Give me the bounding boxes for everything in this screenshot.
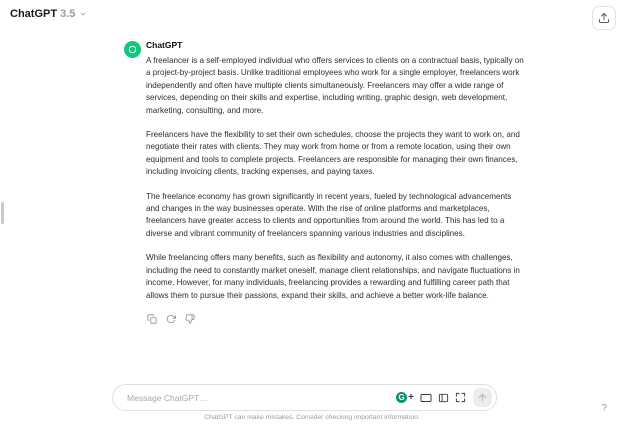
message-paragraph: A freelancer is a self-employed individual who offers services to clients on a contractual basis, typically on a project-by-project basis. Unlike traditional employees who work for a single employer, freelancers work independently and often have multiple clients simultaneously. Freelancers may offer a wide range of services, depending on their skills and expertise, including writing, graphic design, web development, marketing, consulting, and more.	[146, 56, 524, 115]
share-upload-icon	[598, 12, 610, 24]
scrollbar-thumb[interactable]	[1, 202, 4, 224]
send-button[interactable]	[473, 388, 492, 407]
message-composer	[112, 384, 497, 411]
plus-icon: +	[408, 391, 414, 403]
model-version: 3.5	[60, 8, 76, 20]
chevron-down-icon	[79, 10, 87, 18]
share-button[interactable]	[592, 6, 616, 30]
message-author: ChatGPT	[146, 40, 183, 50]
send-arrow-icon	[477, 392, 488, 403]
extension-badge-icon[interactable]	[396, 392, 414, 403]
capture-expand-icon[interactable]	[455, 392, 466, 403]
model-selector[interactable]	[10, 8, 87, 20]
copy-icon[interactable]	[146, 314, 157, 325]
capture-window-icon[interactable]	[420, 393, 432, 403]
message-paragraph: Freelancers have the flexibility to set their own schedules, choose the projects they want to work on, and negotiate their rates with clients. They may work from home or from a remote location, using their own equipment and tools to complete projects. Freelancers are responsible for managing their own finances, including invoicing clients, tracking expenses, and paying taxes.	[146, 130, 520, 177]
extension-logo-icon: G	[396, 392, 407, 403]
help-button[interactable]: ?	[601, 403, 607, 414]
regenerate-icon[interactable]	[165, 314, 176, 325]
chatgpt-logo-icon	[124, 41, 141, 58]
capture-panel-icon[interactable]	[438, 393, 449, 403]
thumbs-down-icon[interactable]	[184, 314, 195, 325]
message-input[interactable]	[127, 393, 396, 403]
assistant-message	[124, 40, 526, 325]
model-name: ChatGPT	[10, 8, 58, 20]
extension-toolbar	[396, 392, 466, 403]
message-actions	[146, 314, 526, 325]
disclaimer-text: ChatGPT can make mistakes. Consider checking important information.	[204, 414, 420, 421]
message-paragraph: While freelancing offers many benefits, such as flexibility and autonomy, it also comes with challenges, including the need to constantly market oneself, manage client relationships, and navigate fluctuations in income. However, for many individuals, freelancing provides a rewarding and fulfilling career path that allows them to pursue their passions, expand their skills, and achieve a better work-life balance.	[146, 253, 520, 300]
message-paragraph: The freelance economy has grown significantly in recent years, fueled by technological advancements and changes in the way businesses operate. With the rise of online platforms and marketplaces, freelancers have greater access to clients and opportunities from around the world. This has led to a diverse and vibrant community of freelancers spanning various industries and disciplines.	[146, 191, 512, 238]
